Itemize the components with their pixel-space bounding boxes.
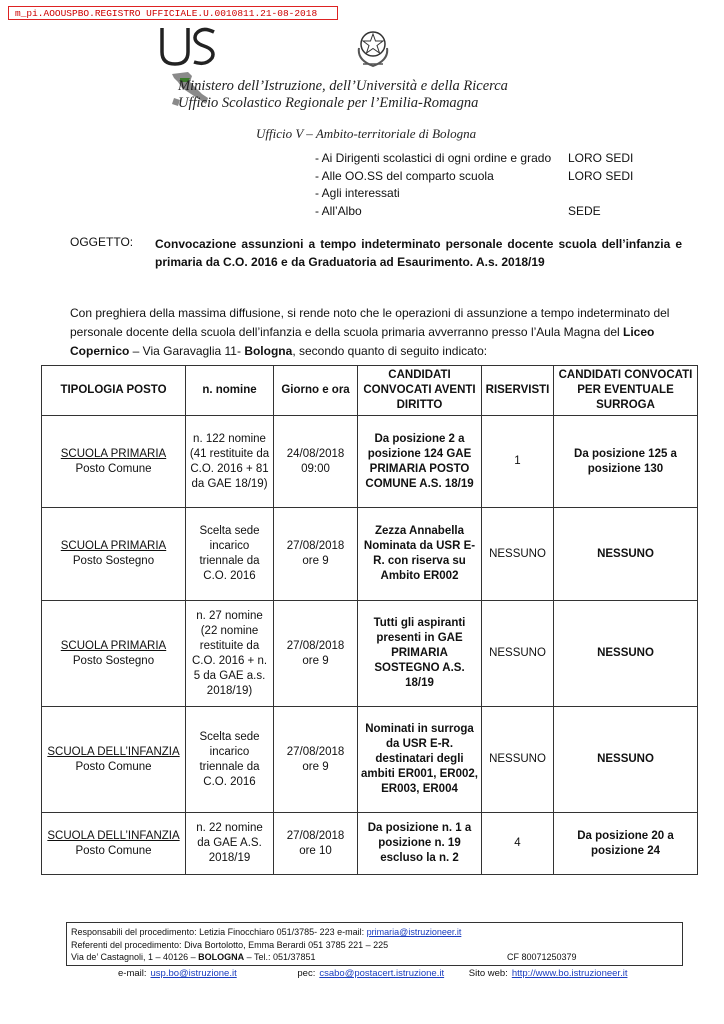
ministry-heading — [178, 78, 508, 112]
appointments-cell: Scelta sede incarico triennale da C.O. 2016 — [186, 508, 274, 601]
appointments-cell: n. 27 nomine (22 nomine restituite da C.O. 2016 + n. 5 da GAE a.s. 2018/19) — [186, 601, 274, 707]
date-cell: 24/08/2018 09:00 — [274, 416, 358, 508]
table-row — [42, 508, 698, 601]
substitution-cell: NESSUNO — [554, 601, 698, 707]
intro-paragraph — [70, 304, 682, 361]
appointments-cell: n. 22 nomine da GAE A.S. 2018/19 — [186, 813, 274, 875]
school-type: SCUOLA PRIMARIA — [60, 447, 167, 460]
recipient-row — [315, 168, 635, 186]
date-cell: 27/08/2018 ore 9 — [274, 601, 358, 707]
recipient-destination: LORO SEDI — [568, 168, 634, 183]
substitution-cell: Da posizione 125 a posizione 130 — [554, 416, 698, 508]
recipient-name: - Agli interessati — [315, 186, 400, 200]
contacts-line — [118, 968, 627, 979]
school-type: SCUOLA DELL’INFANZIA — [47, 829, 180, 842]
candidates-cell: Tutti gli aspiranti presenti in GAE PRIMARIA SOSTEGNO A.S. 18/19 — [358, 601, 482, 707]
footer-line: Referenti del procedimento: Diva Bortolotto, Emma Berardi 051 3785 221 – 225 — [71, 939, 389, 950]
recipient-name: - All’Albo — [315, 203, 362, 218]
candidates-cell: Zezza Annabella Nominata da USR E-R. con riserva su Ambito ER002 — [358, 508, 482, 601]
candidates-cell: Nominati in surroga da USR E-R. destinatari degli ambiti ER001, ER002, ER003, ER004 — [358, 707, 482, 813]
reserved-cell: 4 — [482, 813, 554, 875]
recipient-row — [315, 203, 635, 221]
procedure-managers: Responsabili del procedimento: Letizia Finocchiaro 051/3785- 223 e-mail: — [71, 927, 367, 937]
reserved-cell: NESSUNO — [482, 707, 554, 813]
intro-text-end: , secondo quanto di seguito indicato: — [292, 344, 488, 358]
school-type: SCUOLA PRIMARIA — [60, 540, 167, 552]
posting-type-cell — [42, 601, 186, 707]
school-type: SCUOLA PRIMARIA — [60, 639, 167, 652]
table-row — [42, 813, 698, 875]
appointments-cell: Scelta sede incarico triennale da C.O. 2016 — [186, 707, 274, 813]
posting-type: Posto Sostegno — [72, 555, 155, 567]
candidates-cell: Da posizione n. 1 a posizione n. 19 escluso la n. 2 — [358, 813, 482, 875]
email-link[interactable]: usp.bo@istruzione.it — [150, 968, 237, 979]
column-header: TIPOLOGIA POSTO — [42, 366, 186, 416]
reserved-cell: NESSUNO — [482, 508, 554, 601]
website-label: Sito web: — [468, 968, 508, 979]
tax-code: CF 80071250379 — [507, 952, 577, 962]
address: Via de’ Castagnoli, 1 – 40126 – — [71, 952, 199, 962]
pec-label: pec: — [297, 968, 316, 979]
recipient-name: - Alle OO.SS del comparto scuola — [315, 168, 494, 183]
appointments-cell: n. 122 nomine (41 restituite da C.O. 2016 + 81 da GAE 18/19) — [186, 416, 274, 508]
email-label: e-mail: — [118, 968, 147, 979]
posting-type-cell — [42, 508, 186, 601]
recipient-destination: LORO SEDI — [568, 151, 634, 165]
posting-type: Posto Comune — [75, 462, 152, 475]
substitution-cell: NESSUNO — [554, 707, 698, 813]
reserved-cell: NESSUNO — [482, 601, 554, 707]
appointments-table — [41, 365, 698, 875]
recipient-row — [315, 185, 635, 203]
date-cell: 27/08/2018 ore 10 — [274, 813, 358, 875]
footer-line — [71, 951, 678, 964]
phone: – Tel.: 051/37851 — [244, 952, 316, 962]
intro-city: Bologna — [244, 344, 293, 358]
intro-address: – Via Garavaglia 11- — [129, 344, 245, 358]
column-header: CANDIDATI CONVOCATI AVENTI DIRITTO — [358, 366, 482, 416]
date-cell: 27/08/2018 ore 9 — [274, 707, 358, 813]
subject-text: Convocazione assunzioni a tempo indeterminato personale docente scuola dell’infanzia e primaria da C.O. 2016 e da Graduatoria ad Esaurimento. A.s. 2018/19 — [155, 237, 682, 269]
pec-link[interactable]: csabo@postacert.istruzione.it — [319, 968, 445, 979]
ministry-name: Ministero dell’Istruzione, dell’Università e della Ricerca — [178, 78, 508, 94]
contact-footer — [66, 922, 683, 966]
substitution-cell: NESSUNO — [554, 508, 698, 601]
table-row — [42, 707, 698, 813]
posting-type-cell — [42, 416, 186, 508]
column-header: Giorno e ora — [274, 366, 358, 416]
table-row — [42, 416, 698, 508]
table-row — [42, 601, 698, 707]
posting-type: Posto Comune — [75, 844, 152, 857]
posting-type: Posto Sostegno — [72, 654, 155, 667]
regional-office-name: Ufficio Scolastico Regionale per l’Emilia-Romagna — [178, 95, 479, 111]
recipient-destination: SEDE — [568, 203, 601, 218]
date-cell: 27/08/2018 ore 9 — [274, 508, 358, 601]
posting-type-cell — [42, 813, 186, 875]
footer-line — [71, 926, 678, 939]
substitution-cell: Da posizione 20 a posizione 24 — [554, 813, 698, 875]
primaria-email-link[interactable]: primaria@istruzioneer.it — [366, 927, 462, 937]
candidates-cell: Da posizione 2 a posizione 124 GAE PRIMARIA POSTO COMUNE A.S. 18/19 — [358, 416, 482, 508]
column-header: RISERVISTI — [482, 366, 554, 416]
recipient-name: - Ai Dirigenti scolastici di ogni ordine e grado — [315, 151, 552, 165]
intro-venue: Liceo Copernico — [70, 325, 655, 358]
column-header: CANDIDATI CONVOCATI PER EVENTUALE SURROGA — [554, 366, 698, 416]
table-header-row — [42, 366, 698, 416]
column-header: n. nomine — [186, 366, 274, 416]
posting-type: Posto Comune — [75, 760, 152, 773]
protocol-stamp: m_pi.AOOUSPBO.REGISTRO UFFICIALE.U.0010811.21-08-2018 — [8, 6, 338, 20]
recipient-row — [315, 150, 635, 168]
website-link[interactable]: http://www.bo.istruzioneer.it — [511, 968, 628, 979]
address-city: BOLOGNA — [198, 952, 245, 962]
posting-type-cell — [42, 707, 186, 813]
subject-label: OGGETTO: — [70, 235, 134, 249]
office-name: Ufficio V – Ambito-territoriale di Bologna — [256, 126, 477, 141]
reserved-cell: 1 — [482, 416, 554, 508]
school-type: SCUOLA DELL’INFANZIA — [47, 745, 180, 758]
recipients-list — [315, 150, 635, 220]
intro-text: Con preghiera della massima diffusione, si rende noto che le operazioni di assunzione a tempo indeterminato del personale docente della scuola dell’infanzia e della scuola primaria avverranno presso l’Aula Magna del — [70, 306, 670, 339]
republic-emblem-icon — [353, 26, 393, 70]
